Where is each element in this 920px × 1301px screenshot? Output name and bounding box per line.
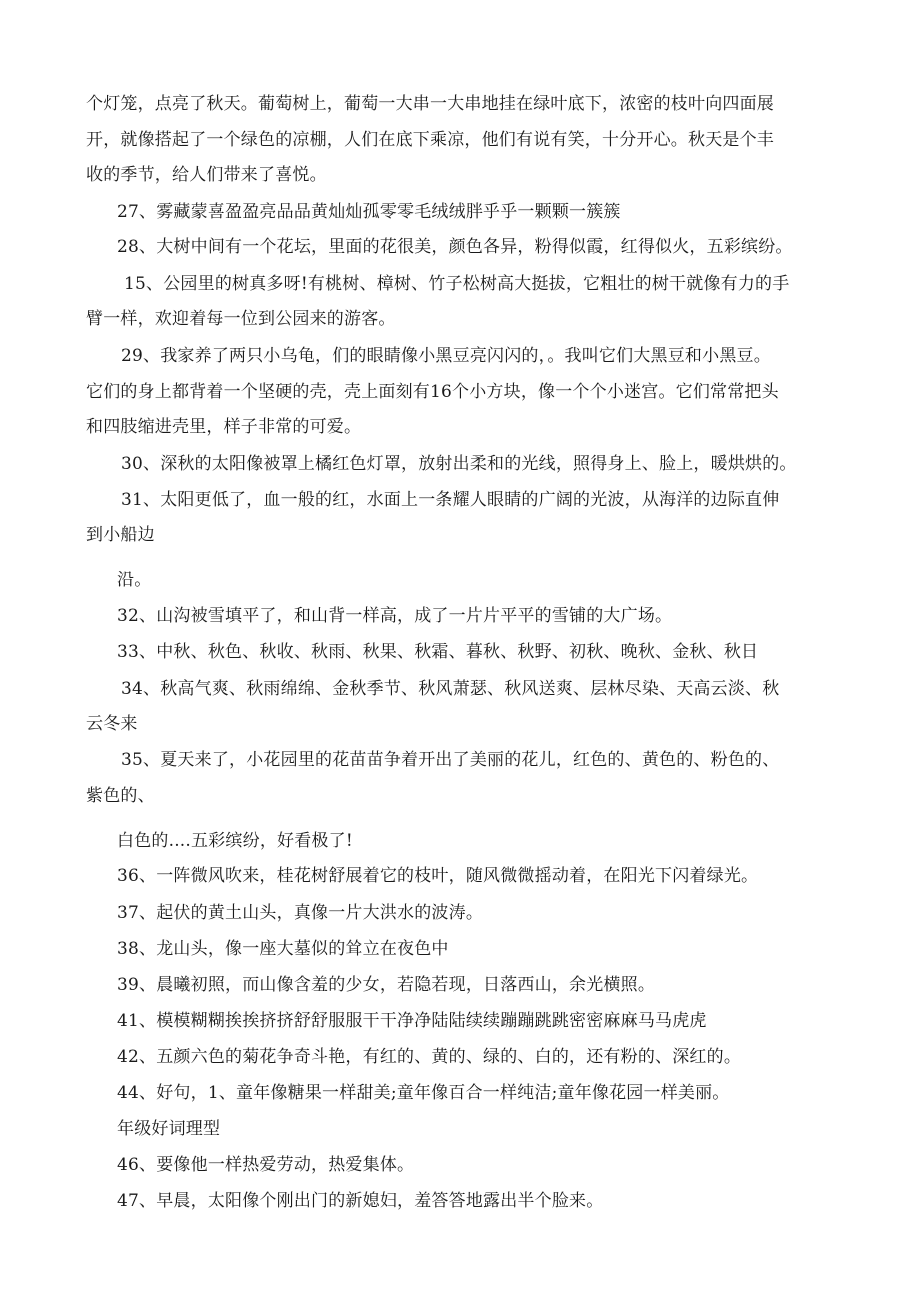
text-line: 它们的身上都背着一个坚硬的壳，壳上面刻有16个小方块，像一个个小迷宫。它们常常把头: [86, 382, 779, 402]
text-line: 39、晨曦初照，而山像含羞的少女，若隐若现，日落西山，余光横照。: [117, 975, 656, 995]
text-line: 沿。: [117, 570, 152, 590]
text-line: 38、龙山头，像一座大墓似的耸立在夜色中: [117, 939, 449, 959]
text-line: 33、中秋、秋色、秋收、秋雨、秋果、秋霜、暮秋、秋野、初秋、晚秋、金秋、秋日: [117, 642, 759, 662]
text-line: 年级好词理型: [117, 1119, 221, 1139]
text-line: 白色的....五彩缤纷，好看极了!: [117, 831, 353, 851]
text-line: 34、秋高气爽、秋雨绵绵、金秋季节、秋风萧瑟、秋风送爽、层林尽染、天高云淡、秋: [121, 679, 780, 699]
text-line: 30、深秋的太阳像被罩上橘红色灯罩，放射出柔和的光线，照得身上、脸上，暖烘烘的。: [121, 454, 797, 474]
text-line: 臂一样，欢迎着每一位到公园来的游客。: [86, 309, 396, 329]
text-line: 紫色的、: [86, 786, 155, 806]
text-line: 到小船边: [86, 525, 155, 545]
text-line: 和四肢缩进壳里，样子非常的可爱。: [86, 417, 362, 437]
text-line: 27、雾藏蒙喜盈盈亮品品黄灿灿孤零零毛绒绒胖乎乎一颗颗一簇簇: [117, 202, 621, 222]
text-line: 29、我家养了两只小乌龟，们的眼睛像小黑豆亮闪闪的，。我叫它们大黑豆和小黑豆。: [121, 346, 771, 366]
text-line: 32、山沟被雪填平了，和山背一样高，成了一片片平平的雪铺的大广场。: [117, 606, 673, 626]
text-line: 15、公园里的树真多呀!有桃树、樟树、竹子松树高大挺拔，它粗壮的树干就像有力的手: [124, 274, 790, 294]
text-line: 42、五颜六色的菊花争奇斗艳，有红的、黄的、绿的、白的，还有粉的、深红的。: [117, 1047, 742, 1067]
text-line: 44、好句，1、童年像糖果一样甜美;童年像百合一样纯洁;童年像花园一样美丽。: [117, 1083, 730, 1103]
text-line: 47、早晨，太阳像个刚出门的新媳妇，羞答答地露出半个脸来。: [117, 1191, 604, 1211]
text-line: 41、模模糊糊挨挨挤挤舒舒服服干干净净陆陆续续蹦蹦跳跳密密麻麻马马虎虎: [117, 1011, 707, 1031]
text-line: 35、夏天来了，小花园里的花苗苗争着开出了美丽的花儿，红色的、黄色的、粉色的、: [121, 750, 780, 770]
text-line: 个灯笼，点亮了秋天。葡萄树上，葡萄一大串一大串地挂在绿叶底下，浓密的枝叶向四面展: [86, 94, 774, 114]
text-line: 36、一阵微风吹来，桂花树舒展着它的枝叶，随风微微摇动着，在阳光下闪着绿光。: [117, 866, 759, 886]
text-line: 37、起伏的黄土山头，真像一片大洪水的波涛。: [117, 903, 484, 923]
text-line: 31、太阳更低了，血一般的红，水面上一条耀人眼睛的广阔的光波，从海洋的边际直伸: [121, 490, 780, 510]
text-line: 开，就像搭起了一个绿色的凉棚，人们在底下乘凉，他们有说有笑，十分开心。秋天是个丰: [86, 130, 774, 150]
text-line: 28、大树中间有一个花坛，里面的花很美，颜色各异，粉得似霞，红得似火，五彩缤纷。: [117, 237, 793, 257]
text-line: 云冬来: [86, 714, 138, 734]
text-line: 46、要像他一样热爱劳动，热爱集体。: [117, 1155, 415, 1175]
text-line: 收的季节，给人们带来了喜悦。: [86, 165, 327, 185]
